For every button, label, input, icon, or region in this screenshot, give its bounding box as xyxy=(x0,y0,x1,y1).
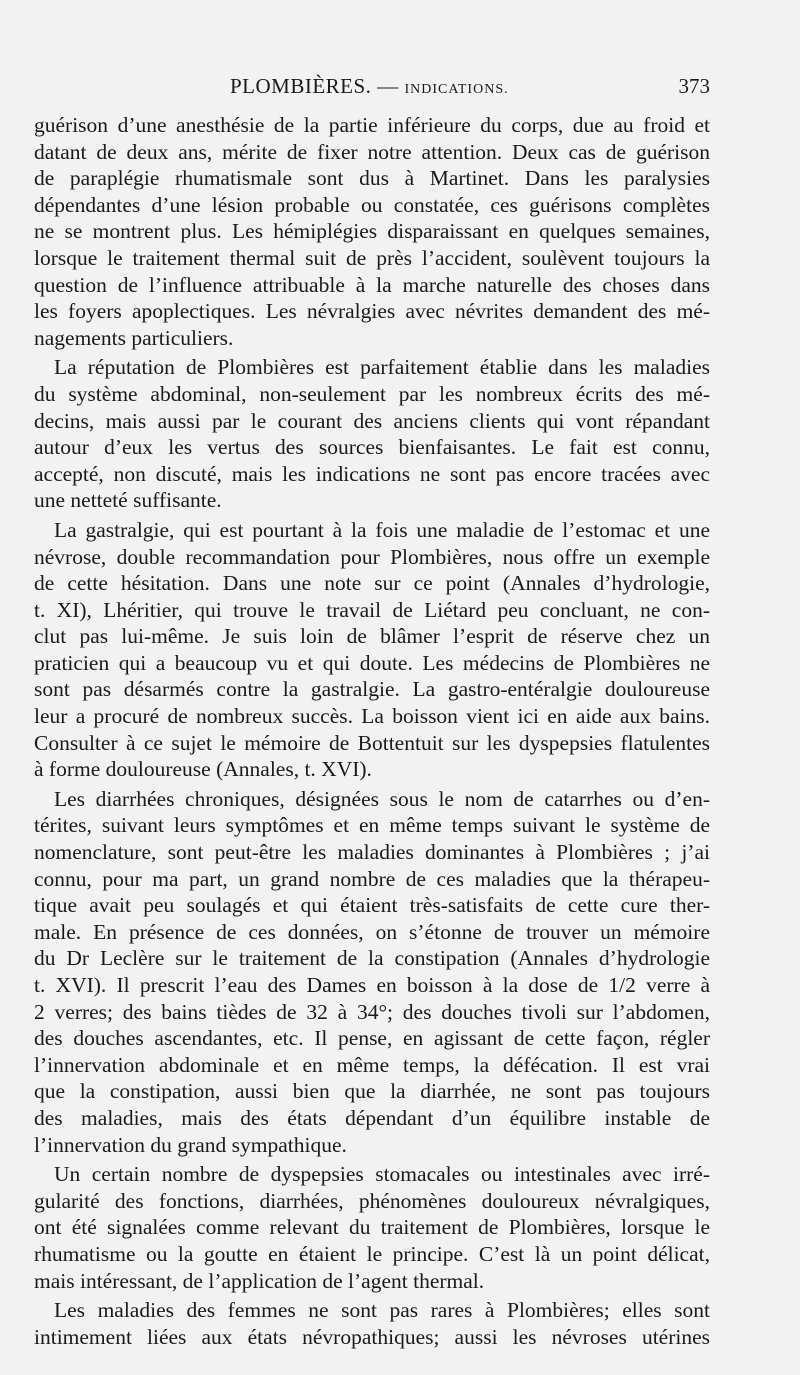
text-line: tique avait peu soulagés et qui étaient très-satisfaits de cette cure ther- xyxy=(34,893,710,918)
text-line: lorsque le traitement thermal suit de près l’accident, soulèvent toujours la xyxy=(34,245,710,270)
page-body xyxy=(34,112,710,1353)
running-title xyxy=(230,74,509,99)
paragraph xyxy=(34,112,710,351)
paragraph xyxy=(34,354,710,514)
text-line: Un certain nombre de dyspepsies stomacales ou intestinales avec irré- xyxy=(54,1162,710,1187)
text-line: Les diarrhées chroniques, désignées sous le nom de catarrhes ou d’en- xyxy=(54,786,710,811)
text-line: l’innervation du grand sympathique. xyxy=(34,1132,347,1157)
text-line: ont été signalées comme relevant du traitement de Plombières, lorsque le xyxy=(34,1215,710,1240)
text-line: intimement liées aux états névropathiques; aussi les névroses utérines xyxy=(34,1324,710,1349)
text-line: clut pas lui-même. Je suis loin de blâmer l’esprit de réserve chez un xyxy=(34,624,710,649)
text-line: mais intéressant, de l’application de l’agent thermal. xyxy=(34,1268,485,1293)
running-title-sub: INDICATIONS. xyxy=(404,82,509,97)
text-line: névrose, double recommandation pour Plombières, nous offre un exemple xyxy=(34,544,710,569)
text-line: térites, suivant leurs symptômes et en même temps suivant le système de xyxy=(34,813,710,838)
text-line: autour d’eux les vertus des sources bienfaisantes. Le fait est connu, xyxy=(34,435,710,460)
text-line: dépendantes d’une lésion probable ou constatée, ces guérisons complètes xyxy=(34,192,710,217)
text-line: une netteté suffisante. xyxy=(34,488,222,513)
text-line: des douches ascendantes, etc. Il pense, en agissant de cette façon, régler xyxy=(34,1026,710,1051)
text-line: que la constipation, aussi bien que la diarrhée, ne sont pas toujours xyxy=(34,1079,710,1104)
text-line: La réputation de Plombières est parfaitement établie dans les maladies xyxy=(54,355,710,380)
text-line: praticien qui a beaucoup vu et qui doute. Les médecins de Plombières ne xyxy=(34,650,710,675)
text-line: l’innervation abdominale et en même temps, la défécation. Il est vrai xyxy=(34,1052,710,1077)
text-line: question de l’influence attribuable à la marche naturelle des choses dans xyxy=(34,272,710,297)
text-line: decins, mais aussi par le courant des anciens clients qui vont répandant xyxy=(34,408,710,433)
text-line: 2 verres; des bains tièdes de 32 à 34°; des douches tivoli sur l’abdomen, xyxy=(34,999,710,1024)
text-line: gularité des fonctions, diarrhées, phénomènes douloureux névralgiques, xyxy=(34,1188,710,1213)
running-title-dash: — xyxy=(377,74,399,98)
text-line: nagements particuliers. xyxy=(34,325,234,350)
text-line: des maladies, mais des états dépendant d’un équilibre instable de xyxy=(34,1105,710,1130)
paragraph xyxy=(34,1161,710,1294)
page-number: 373 xyxy=(678,74,710,98)
text-line: du système abdominal, non-seulement par les nombreux écrits des mé- xyxy=(34,381,710,406)
text-line: ne se montrent plus. Les hémiplégies disparaissant en quelques semaines, xyxy=(34,219,710,244)
text-line: male. En présence de ces données, on s’étonne de trouver un mémoire xyxy=(34,919,710,944)
text-line: du Dr Leclère sur le traitement de la constipation (Annales d’hydrologie xyxy=(34,946,710,971)
text-line: t. XI), Lhéritier, qui trouve le travail de Liétard peu concluant, ne con- xyxy=(34,597,710,622)
text-line: nomenclature, sont peut-être les maladies dominantes à Plombières ; j’ai xyxy=(34,840,710,865)
text-line: de paraplégie rhumatismale sont dus à Martinet. Dans les paralysies xyxy=(34,166,710,191)
text-line: Les maladies des femmes ne sont pas rares à Plombières; elles sont xyxy=(54,1298,710,1323)
text-line: de cette hésitation. Dans une note sur ce point (Annales d’hydrologie, xyxy=(34,571,710,596)
text-line: Consulter à ce sujet le mémoire de Bottentuit sur les dyspepsies flatulentes xyxy=(34,730,710,755)
text-line: t. XVI). Il prescrit l’eau des Dames en boisson à la dose de 1/2 verre à xyxy=(34,973,710,997)
text-line: connu, pour ma part, un grand nombre de ces maladies que la thérapeu- xyxy=(34,866,710,891)
text-line: datant de deux ans, mérite de fixer notre attention. Deux cas de guérison xyxy=(34,139,710,164)
text-line: à forme douloureuse (Annales, t. XVI). xyxy=(34,757,372,782)
paragraph xyxy=(34,517,710,783)
running-header xyxy=(34,74,710,104)
running-title-main: PLOMBIÈRES. xyxy=(230,74,372,98)
paragraph xyxy=(34,1297,710,1350)
text-line: rhumatisme ou la goutte en étaient le principe. C’est là un point délicat, xyxy=(34,1241,710,1266)
text-line: sont pas désarmés contre la gastralgie. La gastro-entéralgie douloureuse xyxy=(34,677,710,702)
text-line: guérison d’une anesthésie de la partie inférieure du corps, due au froid et xyxy=(34,113,710,137)
text-line: accepté, non discuté, mais les indications ne sont pas encore tracées avec xyxy=(34,461,710,486)
text-line: leur a procuré de nombreux succès. La boisson vient ici en aide aux bains. xyxy=(34,704,710,729)
paragraph xyxy=(34,786,710,1158)
text-line: les foyers apoplectiques. Les névralgies avec névrites demandent des mé- xyxy=(34,299,710,324)
text-line: La gastralgie, qui est pourtant à la fois une maladie de l’estomac et une xyxy=(54,517,710,542)
